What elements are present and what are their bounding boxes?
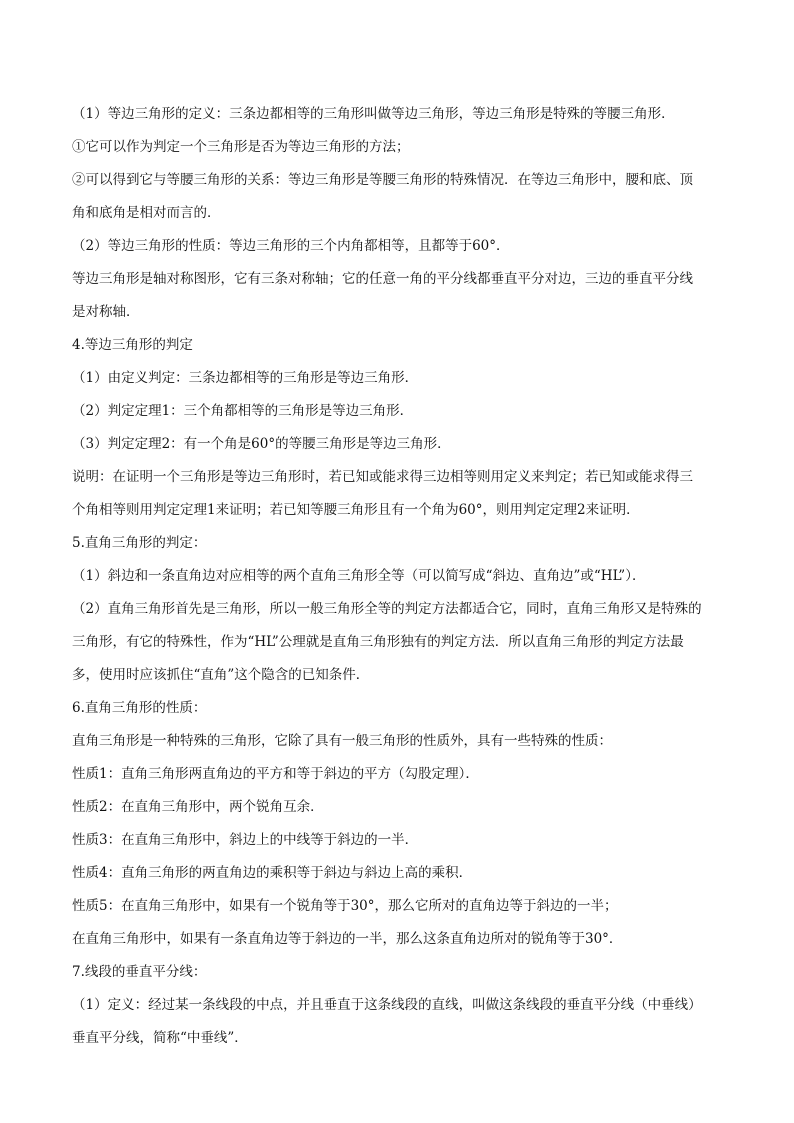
text-line: 是对称轴． bbox=[72, 304, 140, 320]
text-line: （1）斜边和一条直角边对应相等的两个直角三角形全等（可以简写成“斜边、直角边”或“HL”）． bbox=[72, 568, 646, 584]
text-line: 直角三角形是一种特殊的三角形，它除了具有一般三角形的性质外，具有一些特殊的性质： bbox=[72, 733, 612, 749]
text-line: 在直角三角形中，如果有一条直角边等于斜边的一半，那么这条直角边所对的锐角等于30°． bbox=[72, 931, 623, 947]
text-line: 性质1：直角三角形两直角边的平方和等于斜边的平方（勾股定理）． bbox=[72, 766, 479, 782]
text-line: （1）由定义判定：三条边都相等的三角形是等边三角形． bbox=[72, 370, 419, 386]
section-heading: 7.线段的垂直平分线： bbox=[72, 964, 207, 980]
text-line: 多，使用时应该抓住“直角”这个隐含的已知条件． bbox=[72, 667, 370, 683]
text-line: 角和底角是相对而言的． bbox=[72, 205, 221, 221]
text-line: 个角相等则用判定定理1来证明；若已知等腰三角形且有一个角为60°，则用判定定理2来证明． bbox=[72, 502, 640, 518]
document-page bbox=[72, 98, 732, 1055]
text-line: ②可以得到它与等腰三角形的关系：等边三角形是等腰三角形的特殊情况．在等边三角形中，腰和底、顶 bbox=[72, 172, 693, 188]
text-line: 说明：在证明一个三角形是等边三角形时，若已知或能求得三边相等则用定义来判定；若已知或能求得三 bbox=[72, 469, 693, 485]
text-line: 性质3：在直角三角形中，斜边上的中线等于斜边的一半． bbox=[72, 832, 419, 848]
text-line: 性质2：在直角三角形中，两个锐角互余． bbox=[72, 799, 324, 815]
text-line: （3）判定定理2：有一个角是60°的等腰三角形是等边三角形． bbox=[72, 436, 451, 452]
section-heading: 6.直角三角形的性质： bbox=[72, 700, 207, 716]
text-line: （2）等边三角形的性质：等边三角形的三个内角都相等，且都等于60°． bbox=[72, 238, 510, 254]
text-line: （2）直角三角形首先是三角形，所以一般三角形全等的判定方法都适合它，同时，直角三角形又是特殊的 bbox=[72, 601, 702, 617]
text-line: 垂直平分线，简称“中垂线”． bbox=[72, 1030, 248, 1046]
section-heading: 4.等边三角形的判定 bbox=[72, 337, 193, 353]
text-line: 三角形，有它的特殊性，作为“HL”公理就是直角三角形独有的判定方法．所以直角三角形的判定方法最 bbox=[72, 634, 684, 650]
text-line: （2）判定定理1：三个角都相等的三角形是等边三角形． bbox=[72, 403, 414, 419]
text-line: （1）定义：经过某一条线段的中点，并且垂直于这条线段的直线，叫做这条线段的垂直平分线（中垂线） bbox=[72, 997, 702, 1013]
text-line: 等边三角形是轴对称图形，它有三条对称轴；它的任意一角的平分线都垂直平分对边，三边的垂直平分线 bbox=[72, 271, 693, 287]
text-line: ①它可以作为判定一个三角形是否为等边三角形的方法； bbox=[72, 139, 410, 155]
section-heading: 5.直角三角形的判定： bbox=[72, 535, 207, 551]
text-line: 性质4：直角三角形的两直角边的乘积等于斜边与斜边上高的乘积． bbox=[72, 865, 473, 881]
text-line: （1）等边三角形的定义：三条边都相等的三角形叫做等边三角形，等边三角形是特殊的等腰三角形． bbox=[72, 106, 675, 122]
text-line: 性质5：在直角三角形中，如果有一个锐角等于30°，那么它所对的直角边等于斜边的一半； bbox=[72, 898, 618, 914]
